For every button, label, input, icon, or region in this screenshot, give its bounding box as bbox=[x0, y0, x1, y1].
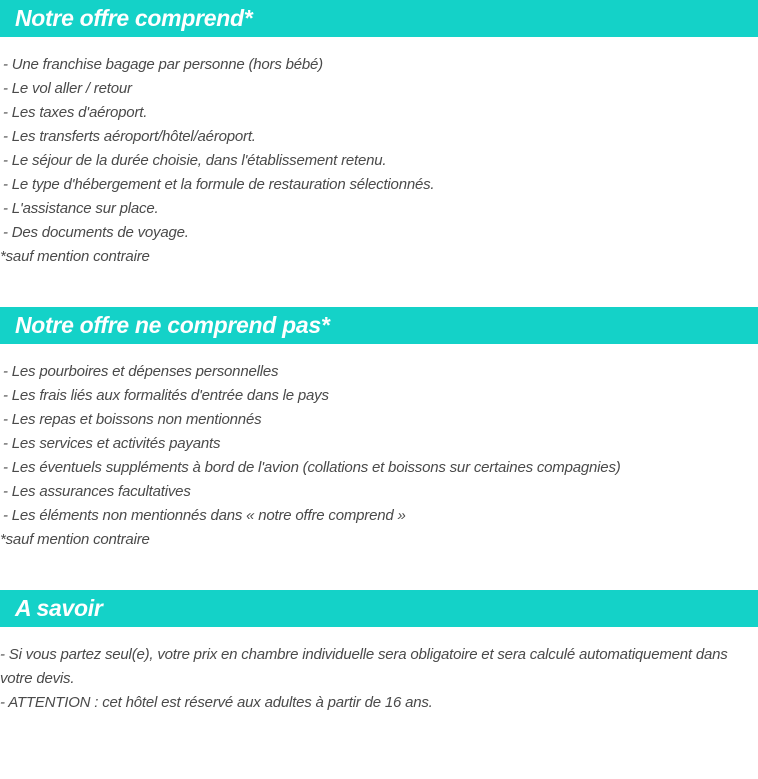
footnote: *sauf mention contraire bbox=[0, 248, 150, 265]
footnote: *sauf mention contraire bbox=[0, 531, 150, 548]
list-item: - Les éléments non mentionnés dans « notre offre comprend » bbox=[3, 507, 406, 524]
list-item: - Les assurances facultatives bbox=[3, 483, 191, 500]
section-offer-includes bbox=[0, 0, 758, 269]
list-item: - Une franchise bagage par personne (hors bébé) bbox=[3, 56, 323, 73]
section-body bbox=[0, 37, 758, 269]
list-item: - Les taxes d'aéroport. bbox=[3, 104, 148, 121]
list-item: - Le type d'hébergement et la formule de restauration sélectionnés. bbox=[3, 176, 435, 193]
info-paragraph: - Si vous partez seul(e), votre prix en chambre individuelle sera obligatoire et sera calculé automatiquement dans votre devis. bbox=[0, 646, 728, 687]
list-item: - Des documents de voyage. bbox=[3, 224, 189, 241]
info-paragraph: - ATTENTION : cet hôtel est réservé aux adultes à partir de 16 ans. bbox=[0, 694, 433, 711]
section-header bbox=[0, 307, 758, 344]
list-item: - Le séjour de la durée choisie, dans l'établissement retenu. bbox=[3, 152, 387, 169]
list-item: - L'assistance sur place. bbox=[3, 200, 159, 217]
section-good-to-know bbox=[0, 590, 758, 715]
included-list bbox=[0, 53, 758, 245]
section-header bbox=[0, 0, 758, 37]
section-title: Notre offre ne comprend pas* bbox=[15, 312, 330, 338]
list-item: - Le vol aller / retour bbox=[3, 80, 132, 97]
list-item: - Les services et activités payants bbox=[3, 435, 221, 452]
section-header bbox=[0, 590, 758, 627]
list-item: - Les repas et boissons non mentionnés bbox=[3, 411, 262, 428]
list-item: - Les éventuels suppléments à bord de l'avion (collations et boissons sur certaines compagnies) bbox=[3, 459, 621, 476]
section-body bbox=[0, 344, 758, 552]
section-title: Notre offre comprend* bbox=[15, 5, 253, 31]
list-item: - Les transferts aéroport/hôtel/aéroport. bbox=[3, 128, 256, 145]
section-offer-excludes bbox=[0, 307, 758, 552]
section-body bbox=[0, 627, 758, 715]
section-title: A savoir bbox=[15, 595, 103, 621]
list-item: - Les pourboires et dépenses personnelles bbox=[3, 363, 279, 380]
list-item: - Les frais liés aux formalités d'entrée dans le pays bbox=[3, 387, 329, 404]
excluded-list bbox=[0, 360, 758, 528]
